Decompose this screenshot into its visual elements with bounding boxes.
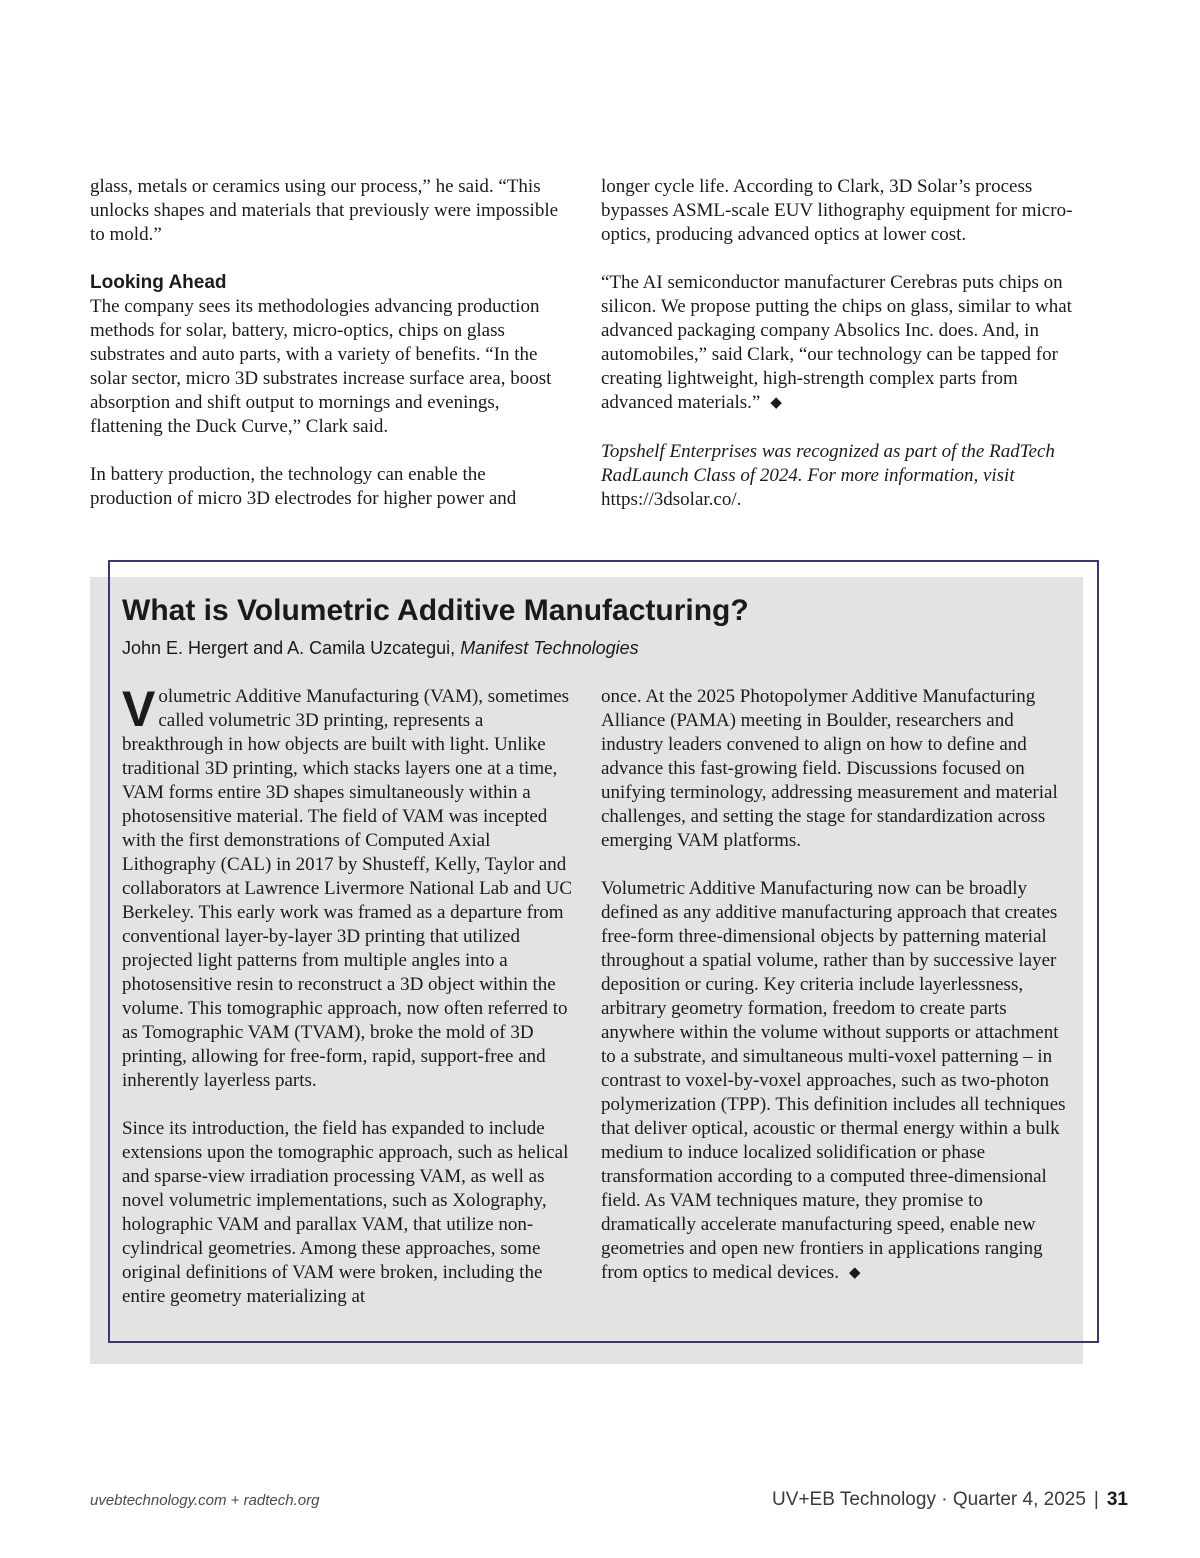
drop-cap: V (122, 681, 156, 737)
sidebar-left-column (122, 681, 573, 1309)
sidebar-paragraph (122, 681, 573, 1093)
article-paragraph (601, 271, 1081, 416)
paragraph-text: “The AI semiconductor manufacturer Cerebras puts chips on silicon. We propose putting the chips on glass, similar to what advanced packaging company Absolics Inc. does. And, in automobiles,” said Clark, “our technology can be tapped for creating lightweight, high-strength complex parts from advanced materials.” (601, 272, 1072, 413)
article-paragraph: glass, metals or ceramics using our process,” he said. “This unlocks shapes and materials that previously were impossible to mold.” (90, 176, 559, 245)
page-number: 31 (1106, 1489, 1128, 1510)
sidebar-paragraph: once. At the 2025 Photopolymer Additive Manufacturing Alliance (PAMA) meeting in Boulder, researchers and industry leaders convened to align on how to define and advance this fast-growing field. Discussions focused on unifying terminology, addressing measurement and material challenges, and setting the stage for standardization across emerging VAM platforms. (601, 686, 1058, 851)
article-paragraph: The company sees its methodologies advancing production methods for solar, battery, micro-optics, chips on glass substrates and auto parts, with a variety of benefits. “In the solar sector, micro 3D substrates increase surface area, boost absorption and shift output to mornings and evenings, flattening the Duck Curve,” Clark said. (90, 296, 552, 437)
sidebar-affiliation: Manifest Technologies (460, 638, 639, 658)
paragraph-text: olumetric Additive Manufacturing (VAM), sometimes called volumetric 3D printing, represents a breakthrough in how objects are built with light. Unlike traditional 3D printing, which stacks layers one at a time, VAM forms entire 3D shapes simultaneously within a photosensitive material. The field of VAM was incepted with the first demonstrations of Computed Axial Lithography (CAL) in 2017 by Shusteff, Kelly, Taylor and collaborators at Lawrence Livermore National Lab and UC Berkeley. This early work was framed as a departure from conventional layer-by-layer 3D printing that utilized projected light patterns from multiple angles into a photosensitive resin to reconstruct a 3D object within the volume. This tomographic approach, now often referred to as Tomographic VAM (TVAM), broke the mold of 3D printing, allowing for free-form, rapid, support-free and inherently layerless parts. (122, 686, 573, 1091)
paragraph-text: Volumetric Additive Manufacturing now can be broadly defined as any additive manufacturing approach that creates free-form three-dimensional objects by patterning material throughout a spatial volume, rather than by successive layer deposition or curing. Key criteria include layerlessness, arbitrary geometry formation, freedom to create parts anywhere within the volume without supports or attachment to a substrate, and simultaneous multi-voxel patterning – in contrast to voxel-by-voxel approaches, such as two-photon polymerization (TPP). This definition includes all techniques that deliver optical, acoustic or thermal energy within a bulk medium to induce localized solidification or phase transformation according to a computed three-dimensional field. As VAM techniques mature, they promise to dramatically accelerate manufacturing speed, enable new geometries and open new frontiers in applications ranging from optics to medical devices. (601, 878, 1066, 1283)
note-url: https://3dsolar.co/. (601, 489, 742, 510)
sidebar-byline (122, 636, 639, 660)
author-note (601, 440, 1081, 512)
article-paragraph: In battery production, the technology can enable the production of micro 3D electrodes for higher power and (90, 464, 517, 509)
end-diamond-icon: ◆ (848, 1265, 861, 1281)
note-text: Topshelf Enterprises was recognized as part of the RadTech RadLaunch Class of 2024. For more information, visit (601, 441, 1055, 486)
end-diamond-icon: ◆ (770, 395, 782, 411)
footer-publication (772, 1489, 1128, 1511)
article-right-column (601, 175, 1081, 512)
article-paragraph: longer cycle life. According to Clark, 3D Solar’s process bypasses ASML-scale EUV lithography equipment for micro-optics, producing advanced optics at lower cost. (601, 176, 1073, 245)
article-left-column (90, 175, 570, 511)
publication-issue: UV+EB Technology · Quarter 4, 2025 (772, 1489, 1086, 1510)
sidebar-right-column (601, 685, 1071, 1286)
section-heading: Looking Ahead (90, 272, 227, 293)
footer-separator: | (1093, 1489, 1099, 1510)
sidebar-authors: John E. Hergert and A. Camila Uzcategui, (122, 638, 456, 658)
sidebar-paragraph (601, 877, 1071, 1286)
footer-websites: uvebtechnology.com + radtech.org (90, 1492, 320, 1509)
sidebar-title: What is Volumetric Additive Manufacturing? (122, 594, 749, 627)
sidebar-paragraph: Since its introduction, the field has expanded to include extensions upon the tomographic approach, such as helical and sparse-view irradiation processing VAM, as well as novel volumetric implementations, such as Xolography, holographic VAM and parallax VAM, that utilize non-cylindrical geometries. Among these approaches, some original definitions of VAM were broken, including the entire geometry materializing at (122, 1118, 569, 1307)
